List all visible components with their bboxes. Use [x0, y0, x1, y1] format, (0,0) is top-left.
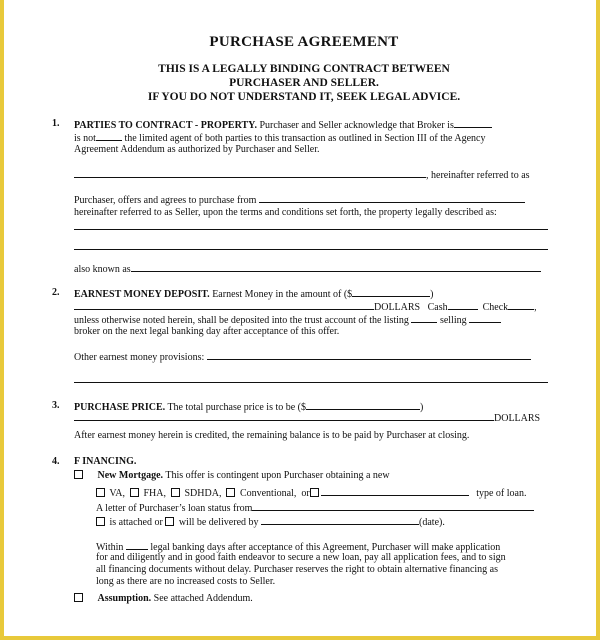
check-blank[interactable] — [508, 300, 534, 310]
new-mortgage-row: New Mortgage. This offer is contingent upon Purchaser obtaining a new — [74, 470, 390, 482]
delivery-date-blank[interactable] — [261, 515, 419, 525]
section-1-line-1: PARTIES TO CONTRACT - PROPERTY. Purchaser and Seller acknowledge that Broker is — [74, 118, 492, 132]
cash-blank[interactable] — [448, 300, 478, 310]
fha-checkbox[interactable] — [130, 488, 139, 497]
section-2-heading: EARNEST MONEY DEPOSIT. — [74, 289, 210, 300]
section-2-line-1: EARNEST MONEY DEPOSIT. Earnest Money in the amount of ($ ) — [74, 289, 434, 300]
section-2-line-2: unless otherwise noted herein, shall be deposited into the trust account of the listing selling — [74, 313, 501, 327]
warning-line-1: THIS IS A LEGALLY BINDING CONTRACT BETWEEN — [158, 63, 450, 75]
other-provisions-row: Other earnest money provisions: — [74, 350, 531, 364]
seller-name-row: Purchaser, offers and agrees to purchase from — [74, 193, 525, 207]
conventional-checkbox[interactable] — [226, 488, 235, 497]
warning-line-3: IF YOU DO NOT UNDERSTAND IT, SEEK LEGAL ADVICE. — [147, 91, 461, 103]
section-2-line-1b: DOLLARS Cash Check , — [74, 300, 537, 314]
warning-line-2: PURCHASER AND SELLER. — [229, 77, 379, 89]
also-known-as-row: also known as — [74, 262, 541, 276]
selling-blank[interactable] — [469, 313, 501, 323]
section-3-line-1: PURCHASE PRICE. The total purchase price is to be ($ ) — [74, 402, 424, 413]
section-3-line-2: After earnest money herein is credited, the remaining balance is to be paid by Purchaser at closing. — [74, 430, 470, 441]
section-1-number: 1. — [52, 118, 60, 129]
sdhda-checkbox[interactable] — [171, 488, 180, 497]
section-1-heading: PARTIES TO CONTRACT - PROPERTY. — [74, 120, 257, 131]
section-2-number: 2. — [52, 287, 60, 298]
purchase-price-dollars-blank[interactable] — [74, 411, 494, 421]
will-be-delivered-checkbox[interactable] — [165, 517, 174, 526]
other-provisions-line-2[interactable] — [74, 382, 548, 383]
new-mortgage-checkbox[interactable] — [74, 470, 83, 479]
financing-para-line-2: for and diligently and in good faith endeavor to secure a new loan, pay all application fees, and to sign — [96, 552, 506, 563]
banking-days-blank[interactable] — [126, 540, 148, 550]
section-4-heading: F INANCING. — [74, 456, 137, 467]
purchaser-name-blank[interactable] — [74, 168, 426, 178]
other-loan-type-blank[interactable] — [321, 486, 469, 496]
also-known-as-blank[interactable] — [131, 262, 541, 272]
loan-type-row: VA, FHA, SDHDA, Conventional, or type of loan. — [96, 486, 526, 500]
is-attached-checkbox[interactable] — [96, 517, 105, 526]
within-row: Within legal banking days after acceptance of this Agreement, Purchaser will make application — [96, 542, 501, 553]
section-2-line-3: broker on the next legal banking day after acceptance of this offer. — [74, 326, 340, 337]
broker-is-not-blank[interactable] — [96, 131, 122, 141]
other-provisions-blank[interactable] — [207, 350, 531, 360]
legal-description-line-2[interactable] — [74, 249, 548, 250]
assumption-checkbox[interactable] — [74, 593, 83, 602]
financing-para-line-4: long as there are no increased costs to Seller. — [96, 576, 276, 587]
section-3-line-1b: DOLLARS — [74, 411, 540, 425]
seller-name-blank[interactable] — [259, 193, 525, 203]
earnest-amount-blank[interactable] — [352, 287, 430, 297]
financing-para-line-3: all financing documents without delay. Purchaser reserves the right to obtain alternative financing as — [96, 564, 499, 575]
purchaser-name-row: , hereinafter referred to as — [74, 168, 530, 182]
section-1-line-2: is not the limited agent of both parties to this transaction as outlined in Section III of the Agency — [74, 133, 486, 144]
va-checkbox[interactable] — [96, 488, 105, 497]
assumption-row: Assumption. See attached Addendum. — [74, 593, 253, 605]
listing-blank[interactable] — [411, 313, 437, 323]
legal-description-line-1[interactable] — [74, 229, 548, 230]
purchase-price-amount-blank[interactable] — [306, 400, 420, 410]
section-3-number: 3. — [52, 400, 60, 411]
section-3-heading: PURCHASE PRICE. — [74, 402, 166, 413]
other-loan-checkbox[interactable] — [310, 488, 319, 497]
section-4-number: 4. — [52, 456, 60, 467]
document-title: PURCHASE AGREEMENT — [209, 34, 399, 50]
earnest-dollars-blank[interactable] — [74, 300, 374, 310]
attached-row: is attached or will be delivered by (date). — [96, 515, 445, 529]
loan-status-from-blank[interactable] — [252, 501, 534, 511]
seller-terms-row: hereinafter referred to as Seller, upon the terms and conditions set forth, the property legally described as: — [74, 207, 497, 218]
section-1-line-3: Agreement Addendum as authorized by Purchaser and Seller. — [74, 144, 320, 155]
loan-status-row: A letter of Purchaser’s loan status from — [96, 501, 534, 515]
broker-is-blank[interactable] — [454, 118, 492, 128]
